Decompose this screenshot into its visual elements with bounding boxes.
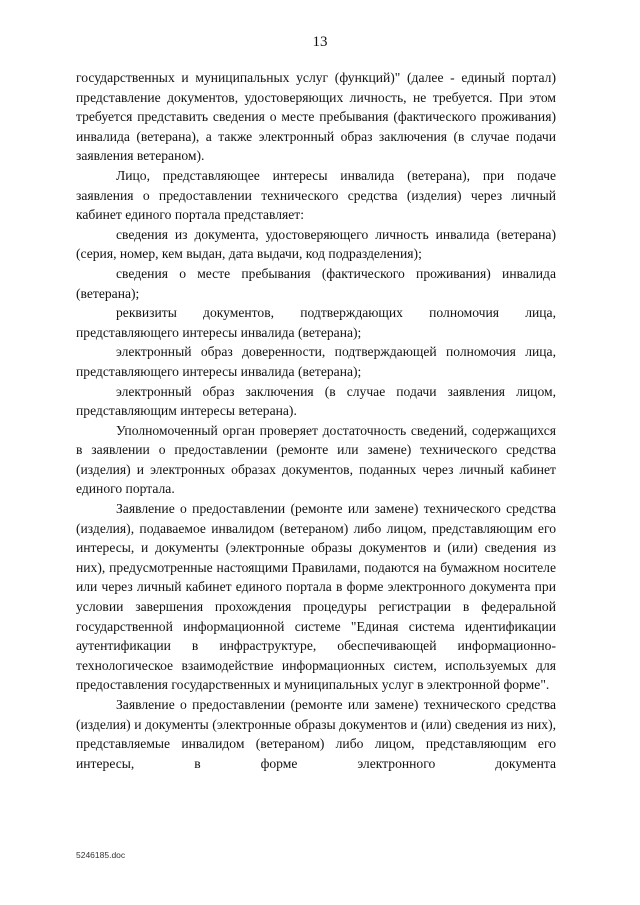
paragraph: Заявление о предоставлении (ремонте или замене) технического средства (изделия), подаваемое инвалидом (ветераном) либо лицом, представляющим его интересы, и документы (электронные образы документов и (или) сведения из них), предусмотренные настоящими Правилами, подаются на бумажном носителе или через личный кабинет единого портала в форме электронного документа при условии завершения прохождения процедуры регистрации в федеральной государственной информационной системе "Единая система идентификации аутентификации в инфраструктуре, обеспечивающей информационно-технологическое взаимодействие информационных систем, используемых для предоставления государственных и муниципальных услуг в электронной форме". <box>76 501 556 693</box>
paragraph: Лицо, представляющее интересы инвалида (ветерана), при подаче заявления о предоставлении технического средства (изделия) через личный кабинет единого портала представляет: <box>76 167 556 223</box>
list-item: реквизиты документов, подтверждающих полномочия лица, представляющего интересы инвалида (ветерана); <box>76 305 556 340</box>
document-body <box>76 68 556 773</box>
page-number: 13 <box>312 34 328 50</box>
list-item: сведения о месте пребывания (фактического проживания) инвалида (ветерана); <box>76 265 556 301</box>
list-item: электронный образ заключения (в случае подачи заявления лицом, представляющим интересы ветерана). <box>76 383 556 419</box>
file-name-footer: 5246185.doc <box>76 850 126 860</box>
list-item: электронный образ доверенности, подтверждающей полномочия лица, представляющего интересы инвалида (ветерана); <box>76 344 556 379</box>
paragraph: Уполномоченный орган проверяет достаточность сведений, содержащихся в заявлении о предоставлении (ремонте или замене) технического средства (изделия) и электронных образах документов, поданных через личный кабинет единого портала. <box>76 422 556 497</box>
paragraph: государственных и муниципальных услуг (функций)" (далее - единый портал) представление документов, удостоверяющих личность, не требуется. При этом требуется представить сведения о месте пребывания (фактического проживания) инвалида (ветерана), а также электронный образ заключения (в случае подачи заявления ветераном). <box>76 70 556 164</box>
paragraph: Заявление о предоставлении (ремонте или замене) технического средства (изделия) и документы (электронные образы документов и (или) сведения из них), представляемые инвалидом (ветераном) либо лицом, представляющим его интересы, в форме электронного документа <box>76 697 556 771</box>
list-item: сведения из документа, удостоверяющего личность инвалида (ветерана) (серия, номер, кем выдан, дата выдачи, код подразделения); <box>76 226 556 262</box>
